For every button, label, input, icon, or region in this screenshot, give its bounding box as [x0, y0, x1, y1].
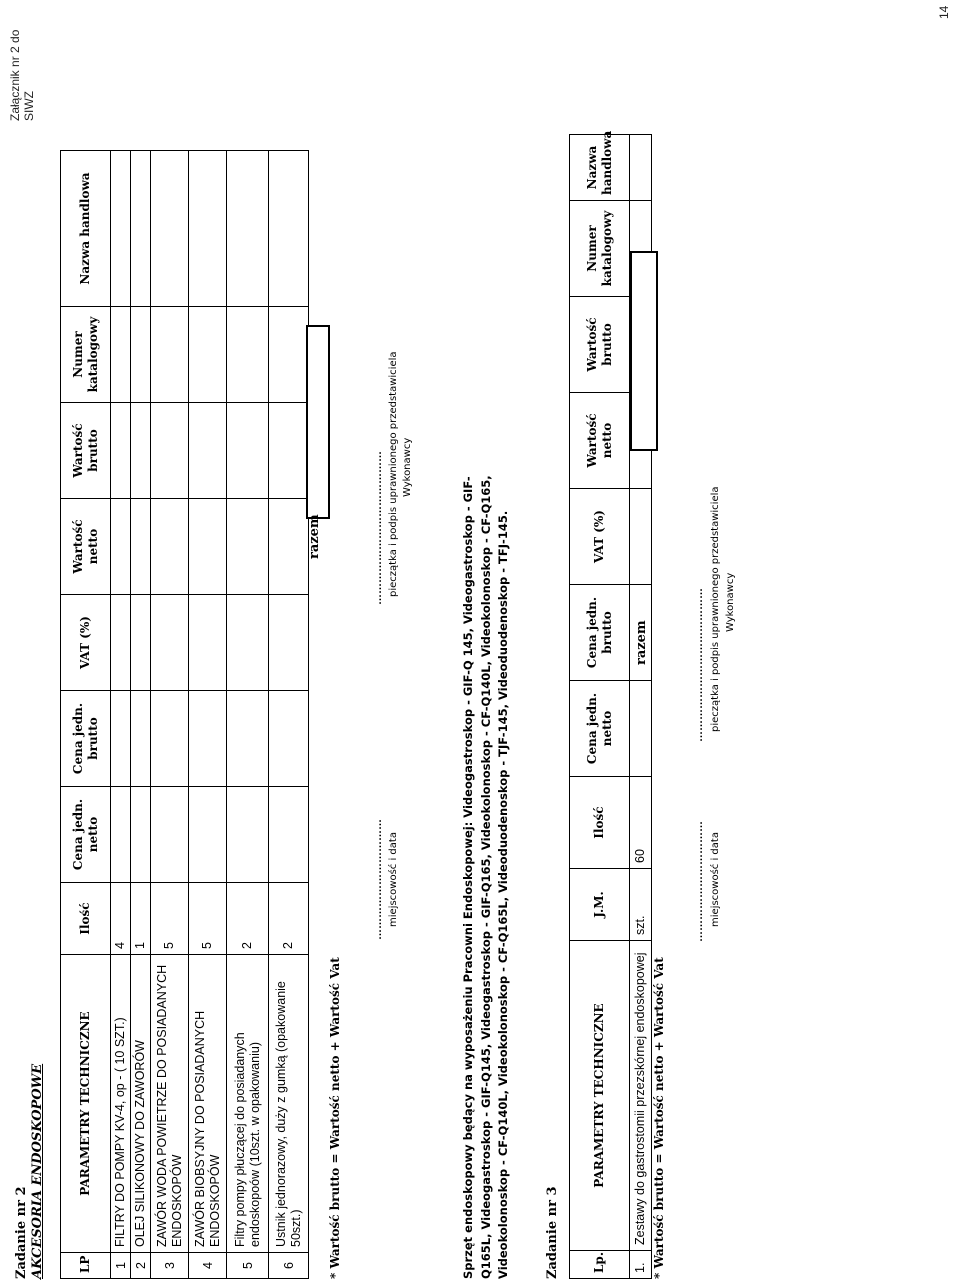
row-qty: 60: [630, 777, 652, 869]
table-row: [227, 151, 269, 1279]
row-qty: 2: [227, 883, 269, 955]
row-lp: 4: [189, 1253, 227, 1279]
task2-header: Numer katalogowy: [61, 307, 111, 403]
task3-title: Zadanie nr 3: [545, 1186, 560, 1279]
task3-header: Ilość: [570, 777, 630, 869]
table-row: [111, 151, 131, 1279]
row-jm: szt.: [630, 869, 652, 941]
task2-table: [60, 150, 309, 1279]
task2-header: Nazwa handlowa: [61, 151, 111, 307]
task3-header: PARAMETRY TECHNICZNE: [570, 941, 630, 1251]
task3-formula: * Wartość brutto = Wartość netto + Wartość Vat: [652, 957, 666, 1279]
equipment-line: Q165L, Videogastroskop - GIF-Q145, Videogastroskop - GIF-Q165, Videokolonoskop - CF-Q140L, Videokolonoskop - CF-Q165,: [478, 475, 493, 1279]
row-param: ZAWÓR BIOBSYJNY DO POSIADANYCH ENDOSKOPÓW: [189, 955, 227, 1253]
page-number: 14: [937, 5, 951, 19]
task2-header: Cena jedn. brutto: [61, 691, 111, 787]
row-qty: 5: [151, 883, 189, 955]
row-lp: 5: [227, 1253, 269, 1279]
task3-header: Nazwa handlowa: [570, 135, 630, 201]
task3-razem-box: [630, 251, 658, 451]
task3-header: Lp.: [570, 1251, 630, 1279]
table-row: [189, 151, 227, 1279]
task2-header-row: [61, 151, 111, 1279]
equipment-line: Videokolonoskop - CF-Q140L, Videokolonoskop - CF-Q165L, Videoduodenoskop - TJF-145, Videoduodenoskop - TFJ-145.: [496, 510, 510, 1279]
task2-razem-box: [306, 325, 330, 519]
row-lp: 1: [111, 1253, 131, 1279]
task2-razem-label: razem: [307, 514, 322, 559]
task2-formula: * Wartość brutto = Wartość netto + Wartość Vat: [328, 957, 342, 1279]
task3-header: Wartość netto: [570, 393, 630, 489]
task3-header: Wartość brutto: [570, 297, 630, 393]
task3-sign-dots: ……………………………………: [693, 588, 705, 742]
task2-header: LP: [61, 1253, 111, 1279]
task3-place-date: miejscowość i data: [710, 832, 721, 927]
task3-header: VAT (%): [570, 489, 630, 585]
row-qty: 5: [189, 883, 227, 955]
row-param: FILTRY DO POMPY KV-4, op - ( 10 SZT.): [111, 955, 131, 1253]
task3-contractor: Wykonawcy: [725, 572, 736, 632]
row-qty: 2: [269, 883, 309, 955]
task2-header: VAT (%): [61, 595, 111, 691]
task2-subtitle: AKCESORIA ENDOSKOPOWE: [30, 1063, 45, 1279]
equipment-line: Sprzęt endoskopowy będący na wyposażeniu Pracowni Endoskopowej: Videogastroskop - GIF-Q 145, Videogastroskop - GIF-: [461, 476, 475, 1279]
row-param: Ustnik jednorazowy, duży z gumką (opakowanie 50szt.): [269, 955, 309, 1253]
task2-header: Wartość brutto: [61, 403, 111, 499]
table-row: [151, 151, 189, 1279]
task3-date-dots: ……………………………: [693, 821, 705, 942]
row-lp: 6: [269, 1253, 309, 1279]
task2-header: PARAMETRY TECHNICZNE: [61, 955, 111, 1253]
task2-title: Zadanie nr 2: [14, 1186, 29, 1279]
row-param: Zestawy do gastrostomii przezskórnej endoskopowej: [630, 941, 652, 1251]
task3-header: J.M.: [570, 869, 630, 941]
task3-sign-label: pieczątka i podpis uprawnionego przedstawiciela: [710, 486, 721, 732]
row-lp: 2: [131, 1253, 151, 1279]
task2-contractor: Wykonawcy: [402, 437, 413, 497]
equipment-note: [460, 159, 513, 1279]
task3-header: Cena jedn. brutto: [570, 585, 630, 681]
task2-header: Cena jedn. netto: [61, 787, 111, 883]
task3-header: Cena jedn. netto: [570, 681, 630, 777]
task2-sign-dots: ……………………………………: [372, 451, 384, 605]
task2-header: Wartość netto: [61, 499, 111, 595]
row-param: OLEJ SILIKONOWY DO ZAWORÓW: [131, 955, 151, 1253]
row-qty: 1: [131, 883, 151, 955]
task2-place-date: miejscowość i data: [388, 832, 399, 927]
task2-sign-label: pieczątka i podpis uprawnionego przedstawiciela: [388, 351, 399, 597]
task3-razem-label: razem: [634, 620, 649, 665]
row-param: ZAWÓR WODA POWIETRZE DO POSIADANYCH ENDOSKOPÓW: [151, 955, 189, 1253]
row-lp: 1.: [630, 1251, 652, 1279]
task3-header: Numer katalogowy: [570, 201, 630, 297]
task2-date-dots: ……………………………: [372, 819, 384, 940]
table-row: [131, 151, 151, 1279]
row-qty: 4: [111, 883, 131, 955]
task2-header: Ilość: [61, 883, 111, 955]
row-lp: 3: [151, 1253, 189, 1279]
attachment-label: Załącznik nr 2 do SIWZ: [8, 29, 36, 121]
row-param: Filtry pompy płuczącej do posiadanych endoskopoów (10szt. w opakowaniu): [227, 955, 269, 1253]
task3-header-row: [570, 135, 630, 1279]
table-row: [269, 151, 309, 1279]
